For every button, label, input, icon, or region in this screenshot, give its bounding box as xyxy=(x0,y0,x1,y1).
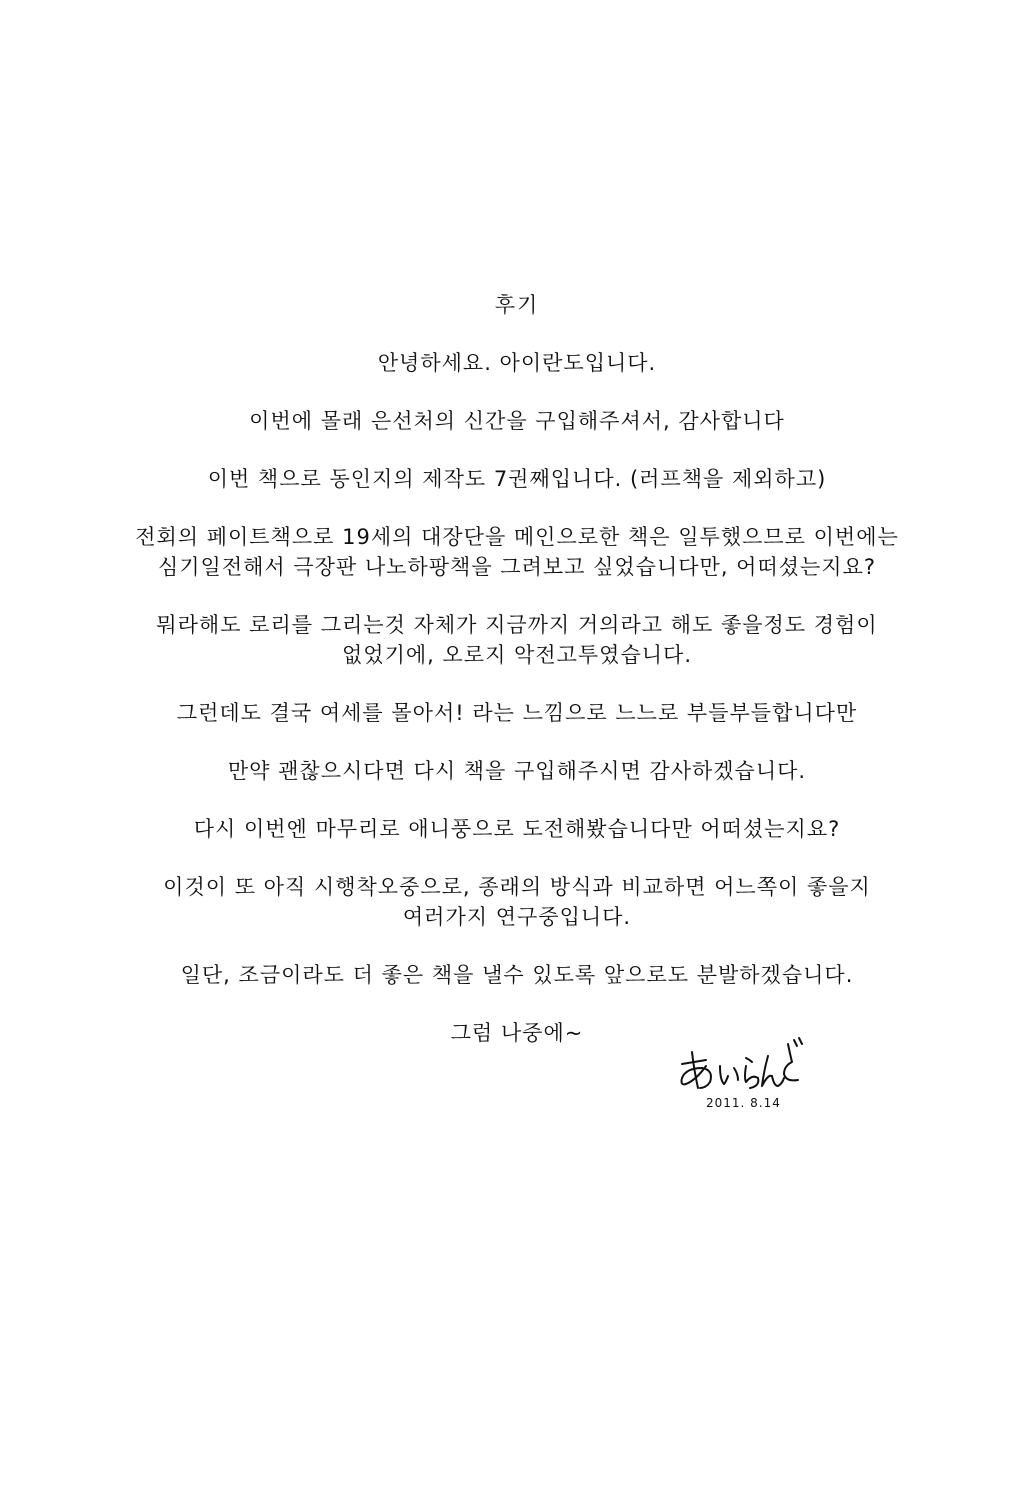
text-line: 심기일전해서 극장판 나노하팡책을 그려보고 싶었습니다만, 어떠셨는지요? xyxy=(157,555,877,579)
text-line: 그럼 나중에~ xyxy=(450,1021,584,1045)
paragraph-momentum xyxy=(60,698,974,728)
paragraph-thanks xyxy=(60,406,974,436)
text-line: 이번 책으로 동인지의 제작도 7권째입니다. (러프책을 제외하고) xyxy=(207,467,827,491)
afterword-text xyxy=(60,290,974,1076)
text-line: 일단, 조금이라도 더 좋은 책을 낼수 있도록 앞으로도 분발하겠습니다. xyxy=(180,963,854,987)
text-line: 뭐라해도 로리를 그리는것 자체가 지금까지 거의라고 해도 좋을정도 경험이 xyxy=(156,613,878,637)
paragraph-request xyxy=(60,756,974,786)
paragraph-previous-book xyxy=(60,522,974,582)
text-line: 이번에 몰래 은선처의 신간을 구입해주셔서, 감사합니다 xyxy=(249,409,785,433)
text-line: 만약 괜찮으시다면 다시 책을 구입해주시면 감사하겠습니다. xyxy=(227,759,807,783)
afterword-title: 후기 xyxy=(494,293,540,317)
text-line: 이것이 또 아직 시행착오중으로, 종래의 방식과 비교하면 어느쪽이 좋을지 xyxy=(163,875,871,899)
paragraph-greeting xyxy=(60,348,974,378)
text-line: 안녕하세요. 아이란도입니다. xyxy=(377,351,657,375)
paragraph-struggle xyxy=(60,610,974,670)
signature-date: 2011. 8.14 xyxy=(706,1096,781,1110)
paragraph-seventh-book xyxy=(60,464,974,494)
text-line: 다시 이번엔 마무리로 애니풍으로 도전해봤습니다만 어떠셨는지요? xyxy=(193,817,841,841)
paragraph-anime-style xyxy=(60,814,974,844)
text-line: 없었기에, 오로지 악전고투였습니다. xyxy=(342,643,692,667)
paragraph-effort xyxy=(60,960,974,990)
paragraph-research xyxy=(60,872,974,932)
paragraph-farewell xyxy=(60,1018,974,1048)
text-line: 여러가지 연구중입니다. xyxy=(402,905,632,929)
signature xyxy=(676,1030,806,1115)
text-line: 그런데도 결국 여세를 몰아서! 라는 느낌으로 느느로 부들부들합니다만 xyxy=(176,701,858,725)
handwritten-signature xyxy=(676,1030,806,1096)
text-line: 전회의 페이트책으로 19세의 대장단을 메인으로한 책은 일투했으므로 이번에는 xyxy=(135,525,899,549)
